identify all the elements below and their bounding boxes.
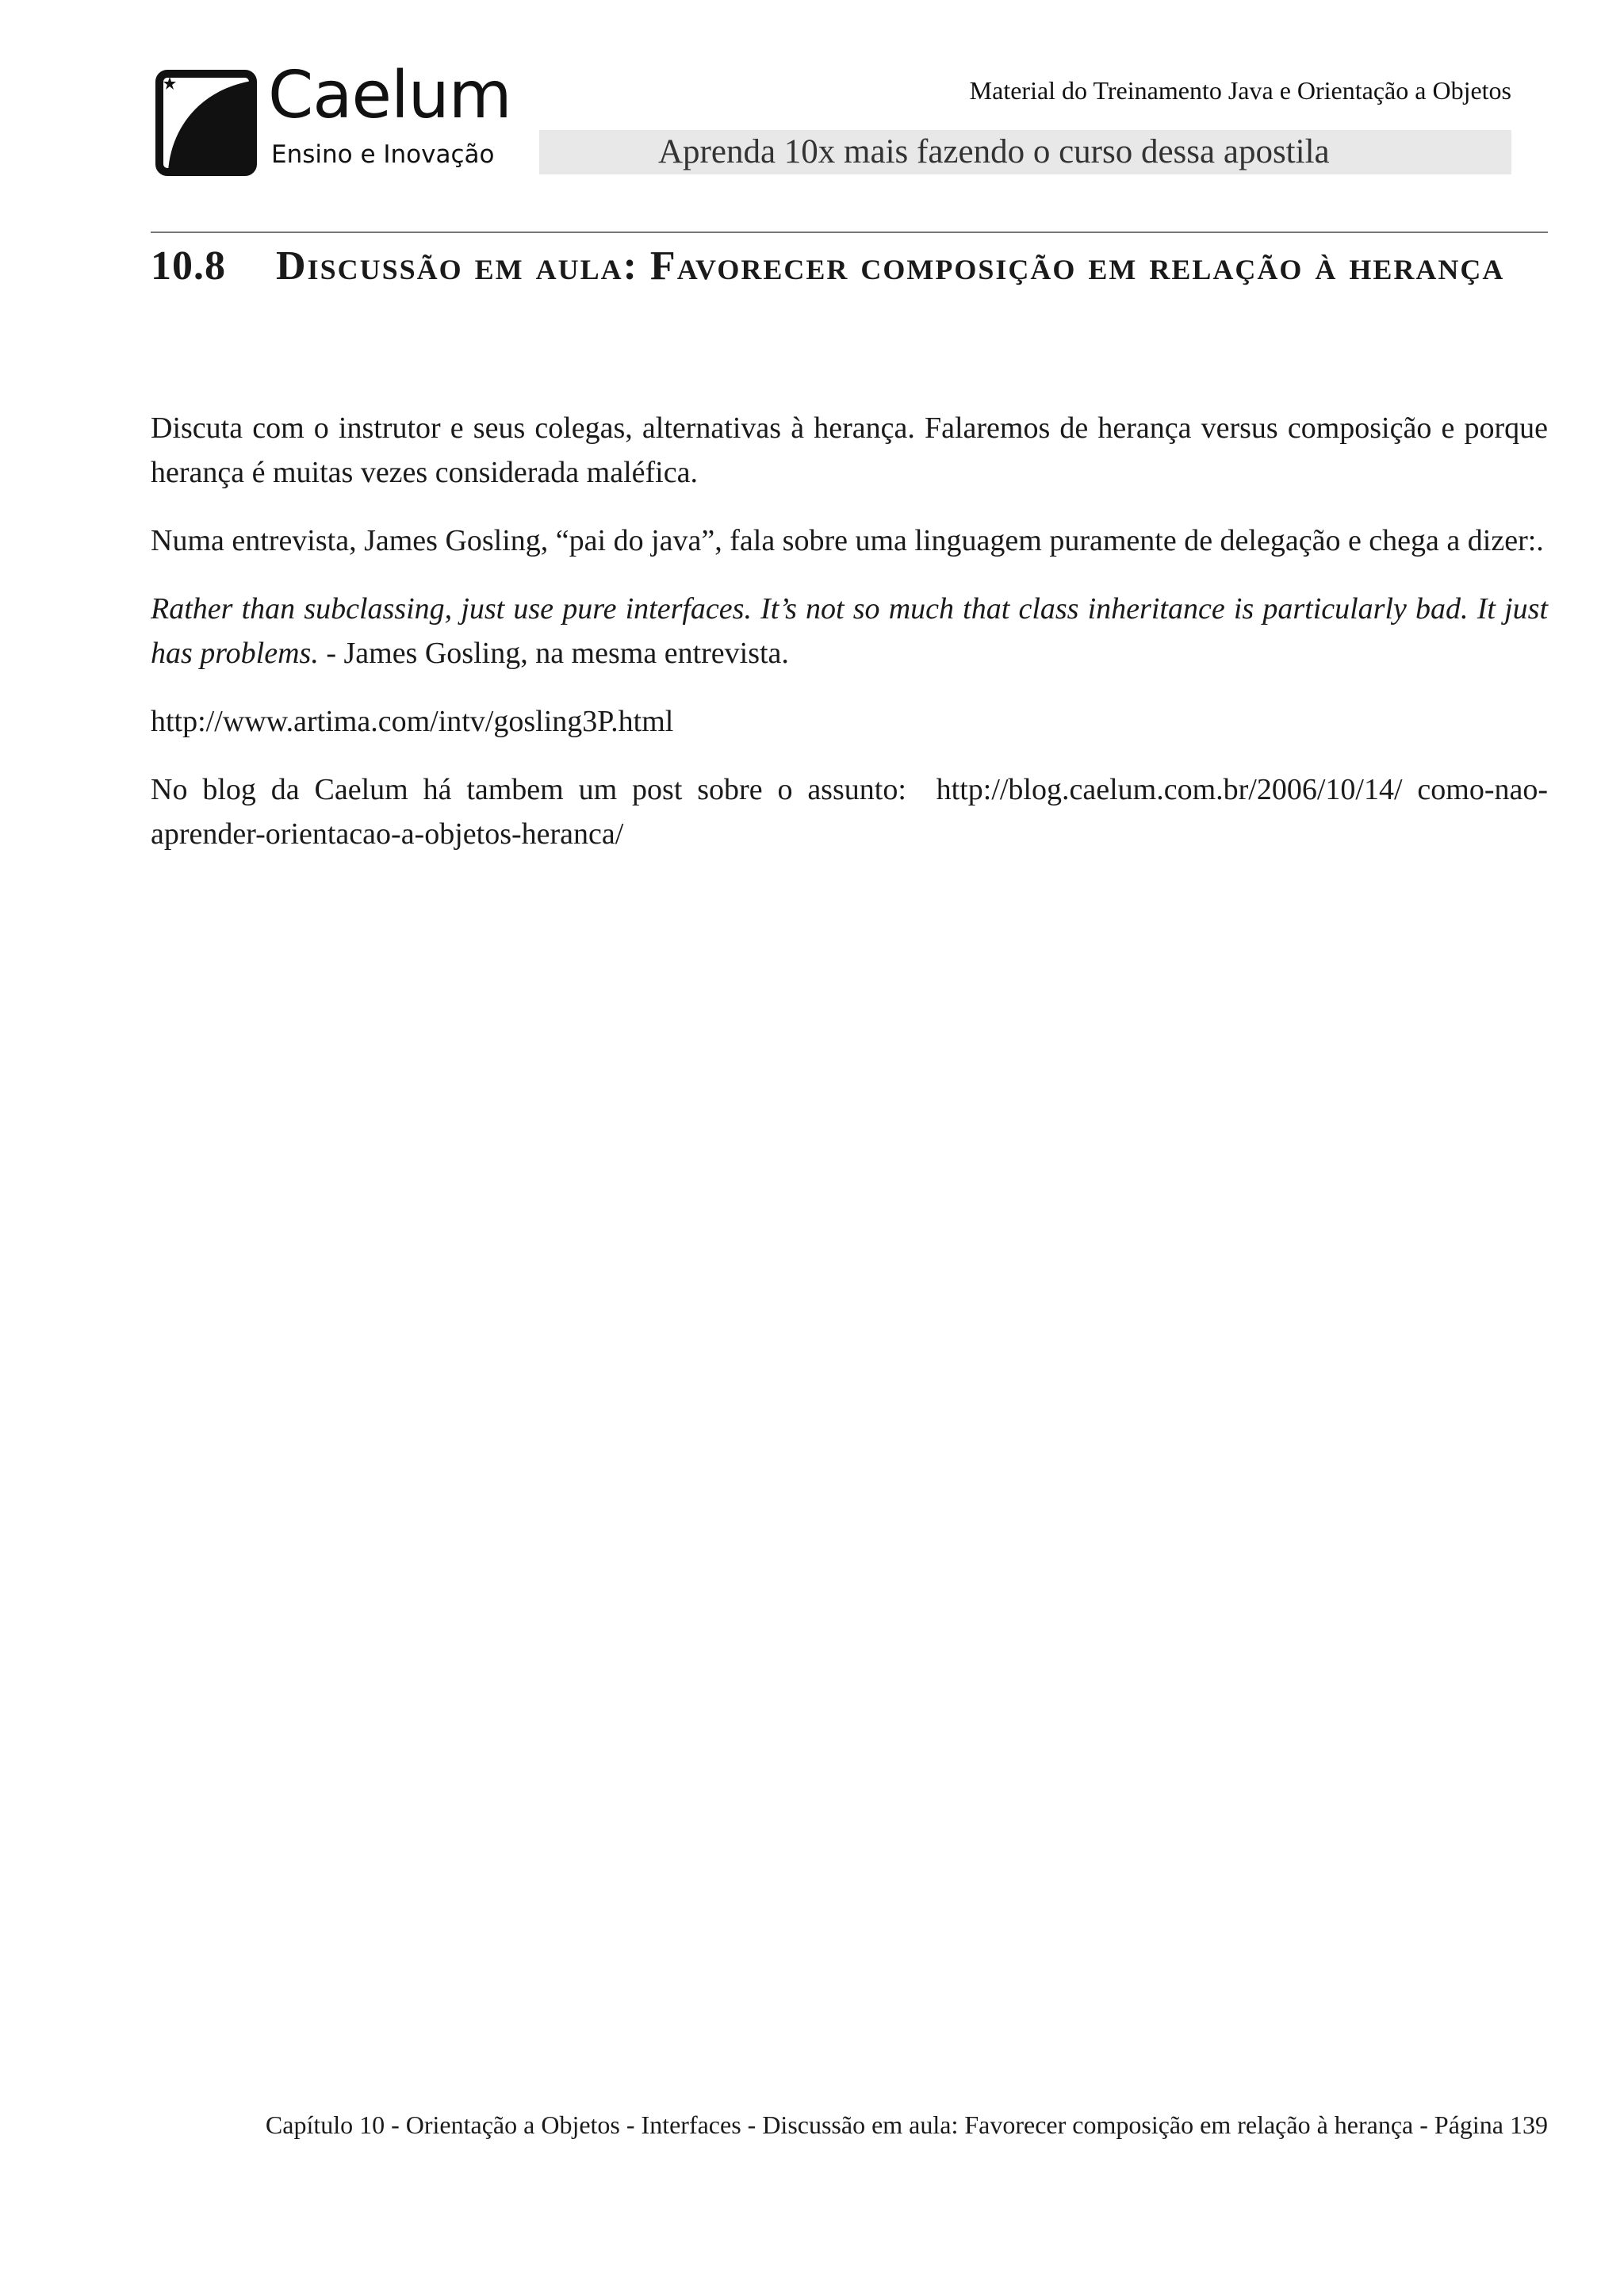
- page-header: [0, 0, 1624, 190]
- blog-link-part1[interactable]: http://blog.caelum.com.br/2006/10/14/: [936, 773, 1403, 806]
- paragraph-intro: Discuta com o instrutor e seus colegas, alternativas à herança. Falaremos de herança versus composição e porque herança é muitas vezes considerada maléfica.: [151, 411, 1548, 489]
- quote-attribution: - James Gosling, na mesma entrevista.: [318, 637, 789, 670]
- section-title: Discussão em aula: Favorecer composição em relação à herança: [276, 243, 1505, 289]
- paragraph-blog: [151, 767, 1548, 856]
- logo-wordmark: Caelum: [268, 58, 511, 133]
- blog-intro: No blog da Caelum há tambem um post sobre o assunto:: [151, 773, 906, 806]
- logo-tagline: Ensino e Inovação: [271, 140, 495, 169]
- artima-link[interactable]: http://www.artima.com/intv/gosling3P.html: [151, 705, 674, 738]
- blog-link-part2[interactable]: como-nao-aprender-orientacao-a-objetos-heranca/: [151, 773, 1549, 851]
- promo-text: Aprenda 10x mais fazendo o curso dessa apostila: [658, 133, 1330, 170]
- header-material-title: Material do Treinamento Java e Orientação a Objetos: [969, 76, 1511, 105]
- gosling-quote: Rather than subclassing, just use pure interfaces. It’s not so much that class inheritance is particularly bad. It just has problems.: [151, 592, 1548, 670]
- caelum-logo: [155, 58, 511, 179]
- caelum-logo-mark-icon: [155, 70, 257, 176]
- section-number: 10.8: [151, 243, 226, 289]
- paragraph-interview: Numa entrevista, James Gosling, “pai do java”, fala sobre uma linguagem puramente de delegação e chega a dizer:.: [151, 524, 1544, 557]
- page-footer: Capítulo 10 - Orientação a Objetos - Interfaces - Discussão em aula: Favorecer composição em relação à herança - Página 139: [265, 2110, 1548, 2139]
- promo-banner: [539, 130, 1511, 174]
- page-content: [151, 406, 1548, 880]
- quote-paragraph: [151, 587, 1548, 675]
